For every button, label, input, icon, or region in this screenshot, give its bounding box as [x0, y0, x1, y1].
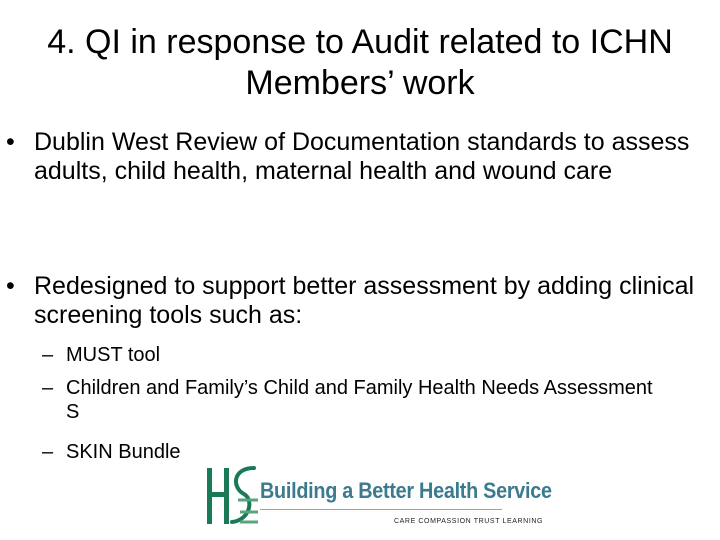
logo-tagline: Building a Better Health Service	[260, 478, 552, 503]
bullet-text: Redesigned to support better assessment by adding clinical screening tools such as:	[34, 272, 695, 329]
sub-bullet-marker: –	[42, 344, 54, 366]
sub-bullet-text: Children and Family’s Child and Family Health Needs Assessment S	[66, 377, 653, 423]
logo-divider	[260, 509, 502, 510]
slide-title-line-1: 4. QI in response to Audit related to ICHN	[47, 23, 673, 61]
bullet-text: Dublin West Review of Documentation standards to assess adults, child health, maternal health and wound care	[34, 128, 690, 185]
hse-logo	[200, 458, 552, 534]
hse-logo-mark-icon	[202, 460, 262, 530]
sub-bullet-text: SKIN Bundle	[66, 441, 181, 463]
bullet-marker: •	[6, 128, 15, 156]
sub-bullet-text: MUST tool	[66, 344, 161, 366]
sub-bullet-marker: –	[42, 441, 54, 463]
slide-title-line-2: Members’ work	[245, 64, 475, 102]
sub-bullet-marker: –	[42, 377, 54, 399]
logo-values: CARE COMPASSION TRUST LEARNING	[394, 518, 544, 525]
bullet-marker: •	[6, 272, 15, 300]
